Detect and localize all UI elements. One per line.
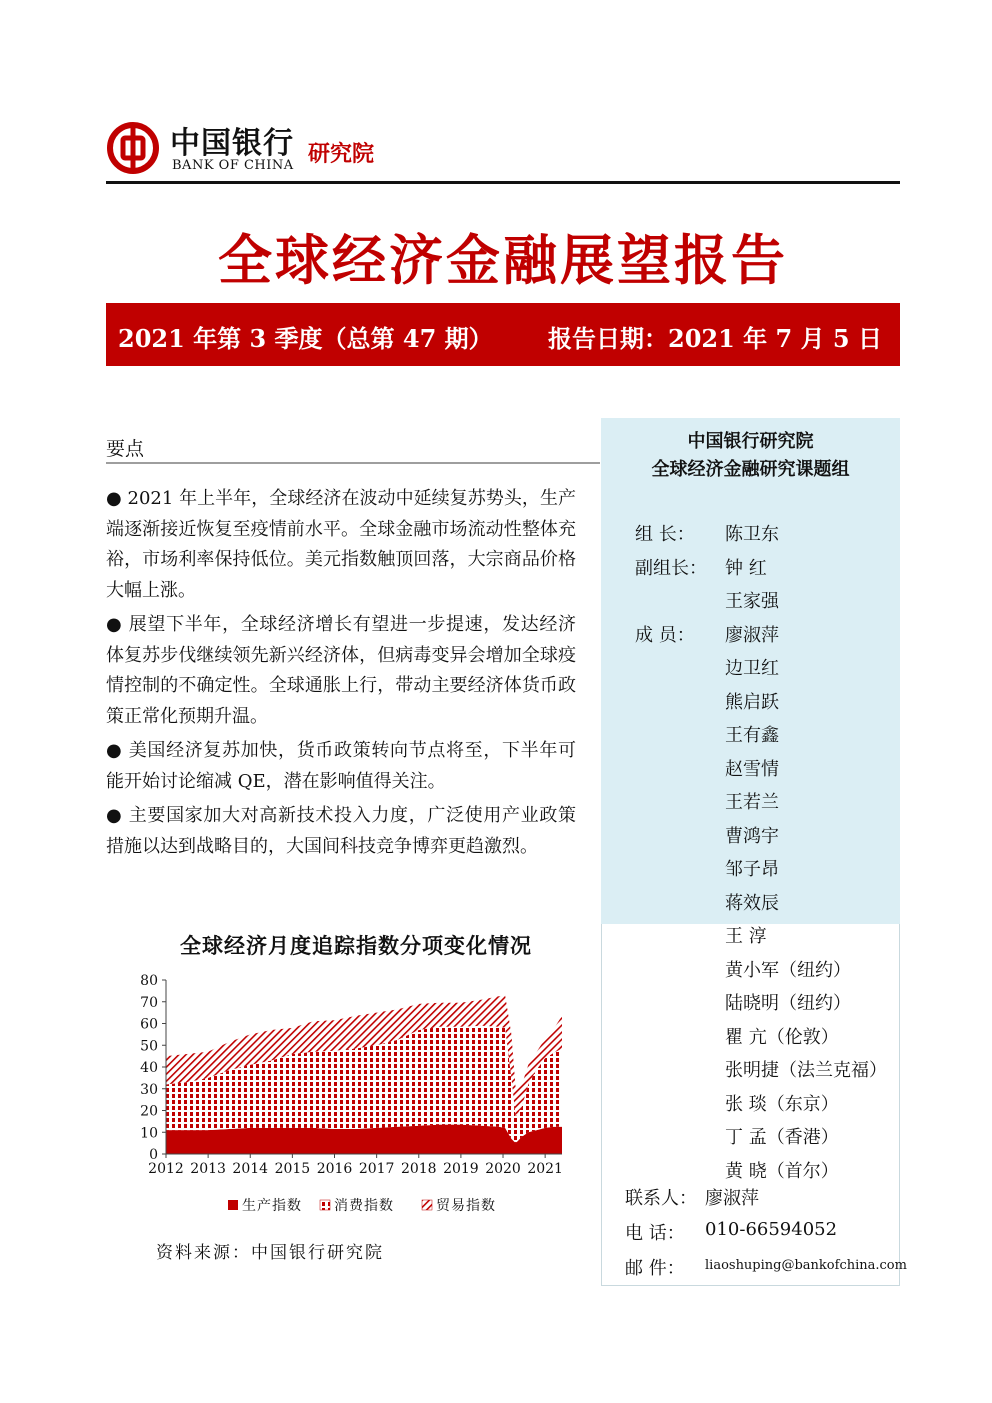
member-name: 张明捷（法兰克福）: [725, 1060, 887, 1081]
key-points-list: [106, 484, 576, 866]
key-points-heading: 要点: [106, 438, 145, 460]
legend-swatch: [320, 1200, 330, 1210]
member-role: 副组长：: [635, 557, 707, 579]
member-row: [601, 587, 900, 613]
contact-label: 联系人：: [625, 1188, 697, 1209]
x-tick-label: 2015: [274, 1161, 311, 1177]
issue-band: [106, 303, 900, 366]
member-row: [601, 989, 900, 1015]
x-tick-label: 2020: [485, 1161, 521, 1177]
report-title: 全球经济金融展望报告: [218, 228, 788, 292]
key-point-item: ● 美国经济复苏加快，货币政策转向节点将至，下半年可能开始讨论缩减 QE，潜在影响值得关注。: [106, 740, 576, 792]
legend-label: 生产指数: [242, 1198, 302, 1214]
report-date: 报告日期：2021 年 7 月 5 日: [548, 324, 882, 353]
member-name: 蒋效辰: [725, 892, 779, 914]
y-tick-label: 50: [140, 1038, 158, 1055]
key-point-item: ● 展望下半年，全球经济增长有望进一步提速，发达经济体复苏步伐继续领先新兴经济体，但病毒变异会增加全球疫情控制的不确定性。全球通胀上行，带动主要经济体货币政策正常化预期升温。: [106, 614, 576, 727]
member-name: 熊启跃: [725, 691, 779, 713]
contact-label: 邮 件：: [625, 1258, 685, 1279]
contact-row: [625, 1254, 907, 1280]
contact-label: 电 话：: [625, 1223, 685, 1244]
key-points-divider: [106, 462, 600, 464]
member-row: [601, 922, 900, 948]
member-row: [601, 788, 900, 814]
x-tick-label: 2018: [400, 1161, 437, 1177]
member-row: [601, 956, 900, 982]
member-row: [601, 889, 900, 915]
member-role: 成 员：: [635, 624, 695, 646]
email-value[interactable]: liaoshuping@bankofchina.com: [705, 1258, 907, 1273]
y-tick-label: 70: [140, 994, 158, 1011]
member-row: [601, 688, 900, 714]
panel-heading: [601, 428, 900, 484]
member-role: 组 长：: [635, 524, 695, 545]
key-point-item: ● 2021 年上半年，全球经济在波动中延续复苏势头，生产端逐渐接近恢复至疫情前水平。全球金融市场流动性整体充裕，市场利率保持低位。美元指数触顶回落，大宗商品价格大幅上涨。: [106, 488, 576, 601]
y-tick-label: 40: [140, 1060, 158, 1076]
x-tick-label: 2014: [232, 1161, 269, 1177]
y-tick-label: 80: [140, 973, 158, 989]
contact-row: [625, 1219, 838, 1245]
header-divider: [106, 181, 900, 184]
member-name: 王 淳: [725, 926, 767, 947]
x-tick-label: 2021: [527, 1161, 563, 1177]
tracking-index-chart: [130, 968, 580, 1218]
logo-chinese-text: 中国银行: [170, 126, 294, 161]
member-name: 王家强: [725, 591, 779, 612]
member-name: 王有鑫: [725, 725, 779, 746]
member-row: [601, 822, 900, 848]
issue-label: 2021 年第 3 季度（总第 47 期）: [118, 324, 493, 353]
member-row: [601, 1023, 900, 1049]
member-row: [601, 855, 900, 881]
legend-swatch: [228, 1200, 238, 1210]
institute-label: 研究院: [308, 141, 375, 167]
x-tick-label: 2016: [316, 1161, 353, 1177]
phone-value: 010-66594052: [705, 1219, 838, 1240]
legend-swatch: [422, 1200, 432, 1210]
y-tick-label: 20: [140, 1103, 158, 1120]
member-row: [601, 554, 900, 580]
panel-org: 中国银行研究院: [687, 431, 814, 452]
member-name: 曹鸿宇: [725, 825, 779, 847]
x-tick-label: 2012: [148, 1161, 184, 1177]
y-tick-label: 30: [140, 1081, 158, 1098]
chart-title: 全球经济月度追踪指数分项变化情况: [180, 933, 532, 958]
member-name: 钟 红: [725, 557, 767, 579]
member-name: 陈卫东: [725, 524, 779, 545]
bank-of-china-logo-icon: [106, 121, 160, 175]
chart-source: 资料来源：中国银行研究院: [156, 1243, 384, 1263]
member-name: 黄 晓（首尔）: [725, 1160, 839, 1182]
member-row: [601, 1123, 900, 1149]
contact-row: [625, 1184, 759, 1210]
member-name: 赵雪情: [725, 758, 779, 780]
logo-english-text: BANK OF CHINA: [172, 158, 294, 173]
legend-label: 贸易指数: [436, 1198, 496, 1214]
member-row: [601, 1157, 900, 1183]
member-row: [601, 520, 900, 546]
member-name: 王若兰: [725, 792, 779, 813]
legend-label: 消费指数: [334, 1198, 394, 1214]
member-name: 张 琰（东京）: [725, 1093, 839, 1115]
member-name: 瞿 亢（伦敦）: [725, 1026, 839, 1048]
research-team-panel: [601, 418, 907, 1286]
member-name: 廖淑萍: [725, 624, 779, 646]
member-row: [601, 654, 900, 680]
member-name: 黄小军（纽约）: [725, 959, 851, 981]
member-name: 边卫红: [725, 658, 779, 679]
y-tick-label: 60: [140, 1016, 158, 1033]
member-row: [601, 755, 900, 781]
y-tick-label: 10: [140, 1125, 158, 1142]
member-row: [601, 621, 900, 647]
member-name: 陆晓明（纽约）: [725, 993, 851, 1014]
member-row: [601, 1090, 900, 1116]
contact-name: 廖淑萍: [705, 1188, 759, 1209]
x-tick-label: 2013: [190, 1161, 226, 1177]
x-tick-label: 2017: [358, 1161, 395, 1177]
key-point-item: ● 主要国家加大对高新技术投入力度，广泛使用产业政策措施以达到战略目的，大国间科技竞争博弈更趋激烈。: [106, 805, 576, 857]
member-name: 邹子昂: [725, 859, 779, 880]
y-tick-label: 0: [149, 1147, 158, 1163]
x-tick-label: 2019: [443, 1161, 479, 1177]
member-row: [601, 721, 900, 747]
panel-group: 全球经济金融研究课题组: [651, 459, 850, 480]
member-name: 丁 孟（香港）: [725, 1127, 839, 1148]
member-row: [601, 1056, 900, 1082]
